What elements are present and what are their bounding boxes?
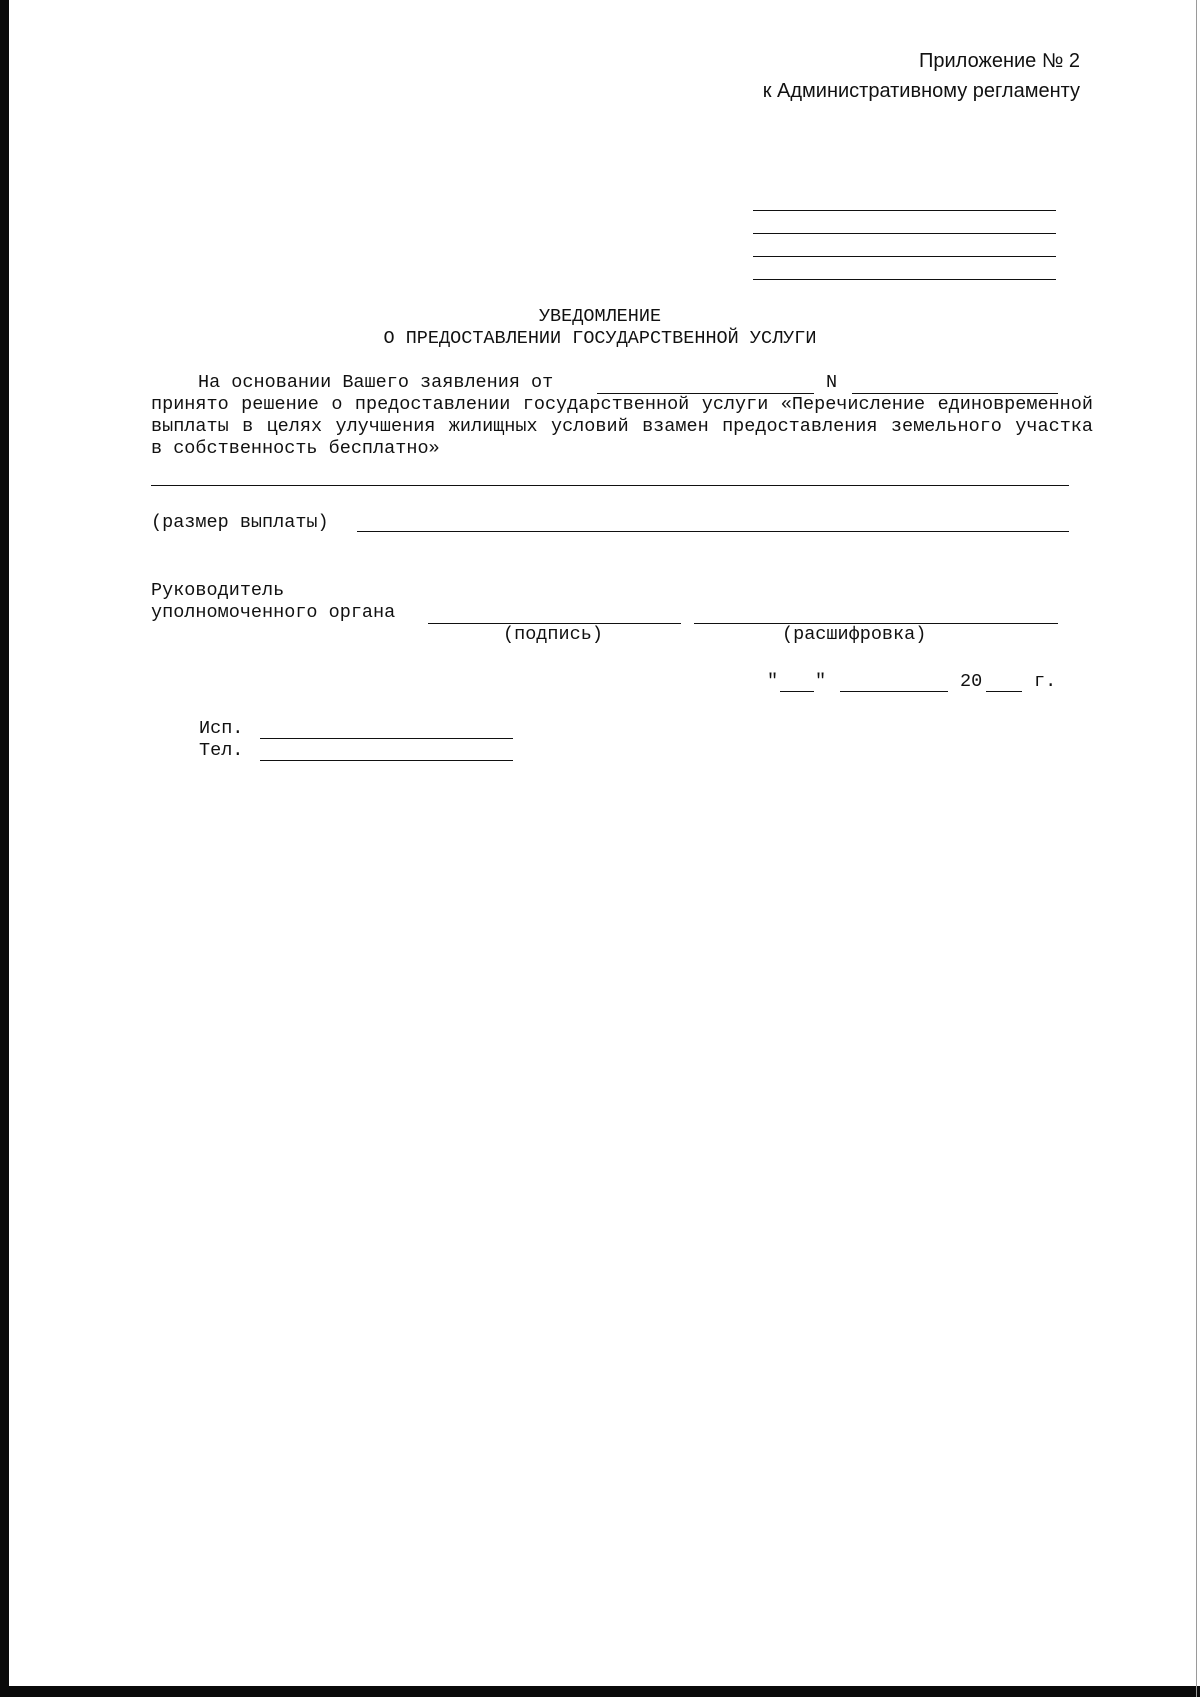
appendix-regulation: к Административному регламенту [762, 80, 1080, 102]
addressee-line [753, 279, 1056, 280]
date-year-prefix: 20 [960, 671, 983, 692]
date-quote-open: " [767, 671, 779, 692]
application-number-label: N [826, 372, 838, 393]
scan-right-border [1196, 0, 1197, 1697]
signature-caption: (подпись) [503, 624, 603, 645]
payment-amount-line [357, 531, 1069, 532]
date-month-line [840, 691, 948, 692]
date-quote-close: " [815, 671, 827, 692]
phone-line [260, 760, 513, 761]
date-year-suffix: г. [1034, 671, 1057, 692]
document-subtitle: О ПРЕДОСТАВЛЕНИИ ГОСУДАРСТВЕННОЙ УСЛУГИ [383, 328, 817, 349]
scan-left-border [0, 0, 9, 1697]
blank-line [151, 485, 1069, 486]
addressee-line [753, 233, 1056, 234]
payment-amount-label: (размер выплаты) [151, 512, 329, 533]
addressee-line [753, 256, 1056, 257]
phone-label: Тел. [199, 740, 244, 761]
head-title-line2: уполномоченного органа [151, 602, 396, 623]
addressee-line [753, 210, 1056, 211]
scan-bottom-border [0, 1686, 1200, 1697]
document-title: УВЕДОМЛЕНИЕ [538, 306, 662, 327]
head-title-line1: Руководитель [151, 580, 285, 601]
decision-paragraph: принято решение о предоставлении государственной услуги «Перечисление единовременной выплаты в целях улучшения жилищных условий взамен предоставления земельного участка в собственность бесплатно» [151, 394, 1093, 459]
executor-label: Исп. [199, 718, 244, 739]
date-day-line [780, 691, 814, 692]
appendix-number: Приложение № 2 [919, 50, 1080, 72]
decode-caption: (расшифровка) [782, 624, 927, 645]
date-year-line [986, 691, 1022, 692]
application-basis-label: На основании Вашего заявления от [198, 372, 554, 393]
executor-line [260, 738, 513, 739]
